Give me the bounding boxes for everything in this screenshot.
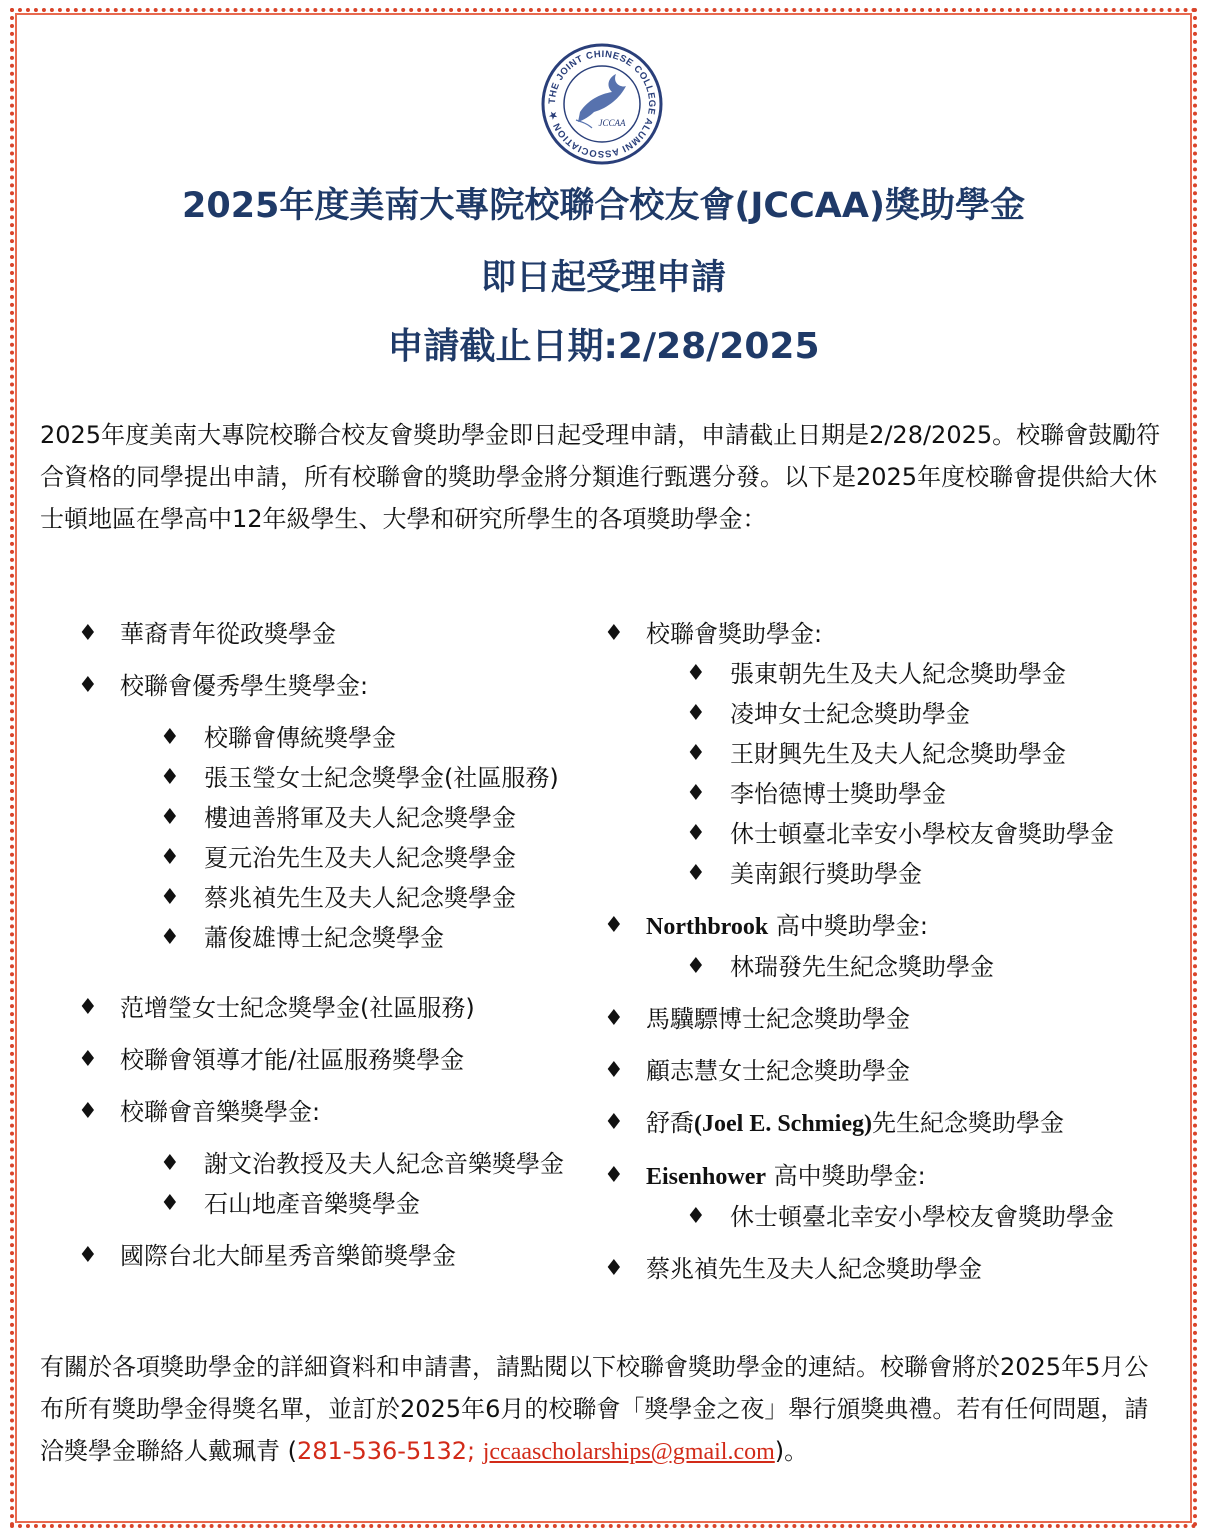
sub-list-item: ♦ 休士頓臺北幸安小學校友會獎助學金: [646, 814, 1184, 854]
sub-list-item: ♦ 樓迪善將軍及夫人紀念獎學金: [120, 798, 578, 838]
list-item: ♦ 華裔青年從政獎學金: [78, 614, 578, 654]
list-item: ♦ 馬驥驃博士紀念獎助學金: [604, 999, 1184, 1039]
diamond-bullet-icon: ♦: [78, 1047, 98, 1072]
sub-list-item: ♦ 林瑞發先生紀念獎助學金: [646, 947, 1184, 987]
logo-star: ★: [547, 109, 561, 121]
sub-list-item: ♦ 謝文治教授及夫人紀念音樂獎學金: [120, 1144, 578, 1184]
diamond-bullet-icon: ♦: [160, 885, 180, 910]
sub-list-item: ♦ 張東朝先生及夫人紀念獎助學金: [646, 654, 1184, 694]
sub-list: [646, 1197, 1184, 1237]
logo-ring-text: THE JOINT CHINESE COLLEGE ALUMNI ASSOCIATION: [546, 48, 658, 160]
sub-list-item: ♦ 夏元治先生及夫人紀念獎學金: [120, 838, 578, 878]
left-scholarship-list: [78, 614, 578, 1276]
diamond-bullet-icon: ♦: [604, 1110, 624, 1135]
diamond-bullet-icon: ♦: [78, 673, 98, 698]
sub-list-item: ♦ 凌坤女士紀念獎助學金: [646, 694, 1184, 734]
footer-text: 有關於各項獎助學金的詳細資料和申請書，請點閱以下校聯會獎助學金的連結。校聯會將於2025年5月公布所有獎助學金得獎名單，並訂於2025年6月的校聯會「獎學金之夜」舉行頒獎典禮。若有任何問題，請洽獎學金聯絡人戴珮青 (: [40, 1353, 1149, 1465]
diamond-bullet-icon: ♦: [160, 805, 180, 830]
sub-list: [120, 718, 578, 958]
sub-list-item: ♦ 李怡德博士獎助學金: [646, 774, 1184, 814]
list-item: ♦ 校聯會音樂獎學金: ♦ 謝文治教授及夫人紀念音樂獎學金 ♦ 石山地產音樂獎學金: [78, 1092, 578, 1224]
list-item: ♦ 顧志慧女士紀念獎助學金: [604, 1051, 1184, 1091]
list-item: ♦ Northbrook 高中獎助學金: ♦ 林瑞發先生紀念獎助學金: [604, 906, 1184, 987]
list-item: ♦ 舒喬(Joel E. Schmieg)先生紀念獎助學金: [604, 1103, 1184, 1144]
deadline-title: 申請截止日期:2/28/2025: [387, 326, 820, 367]
diamond-bullet-icon: ♦: [686, 821, 706, 846]
diamond-bullet-icon: ♦: [686, 741, 706, 766]
diamond-bullet-icon: ♦: [160, 925, 180, 950]
sub-list-item: ♦ 蔡兆禎先生及夫人紀念獎學金: [120, 878, 578, 918]
diamond-bullet-icon: ♦: [604, 1006, 624, 1031]
diamond-bullet-icon: ♦: [160, 725, 180, 750]
diamond-bullet-icon: ♦: [686, 1204, 706, 1229]
subtitle: 即日起受理申請: [480, 258, 726, 298]
diamond-bullet-icon: ♦: [686, 954, 706, 979]
logo-inner-text: JCCAA: [598, 118, 626, 128]
contact-email-link[interactable]: jccaascholarships@gmail.com: [482, 1439, 775, 1465]
diamond-bullet-icon: ♦: [160, 1151, 180, 1176]
diamond-bullet-icon: ♦: [604, 621, 624, 646]
sub-list-item: ♦ 美南銀行獎助學金: [646, 854, 1184, 894]
list-item: ♦ 范增瑩女士紀念獎學金(社區服務): [78, 988, 578, 1028]
list-item: ♦ 國際台北大師星秀音樂節獎學金: [78, 1236, 578, 1276]
sub-list: [646, 654, 1184, 894]
contact-phone: 281-536-5132;: [297, 1437, 476, 1465]
diamond-bullet-icon: ♦: [604, 1256, 624, 1281]
intro-paragraph: 2025年度美南大專院校聯合校友會獎助學金即日起受理申請，申請截止日期是2/28/2025。校聯會鼓勵符合資格的同學提出申請，所有校聯會的獎助學金將分類進行甄選分發。以下是2025年度校聯會提供給大休士頓地區在學高中12年級學生、大學和研究所學生的各項獎助學金：: [40, 421, 1161, 533]
list-item: ♦ 校聯會獎助學金: ♦ 張東朝先生及夫人紀念獎助學金 ♦ 凌坤女士紀念獎助學金 ♦ 王財興先生及夫人紀念獎助學金 ♦ 李怡德博士獎助學金 ♦ 休士頓臺北幸安小學校友會獎助學金 ♦ 美南銀行獎助學金: [604, 614, 1184, 894]
footer-paragraph: [40, 1346, 1170, 1473]
diamond-bullet-icon: ♦: [78, 1099, 98, 1124]
diamond-bullet-icon: ♦: [604, 1163, 624, 1188]
footer-close: )。: [774, 1437, 809, 1465]
list-item: ♦ 校聯會領導才能/社區服務獎學金: [78, 1040, 578, 1080]
sub-list-item: ♦ 蕭俊雄博士紀念獎學金: [120, 918, 578, 958]
list-item: ♦ Eisenhower 高中獎助學金: ♦ 休士頓臺北幸安小學校友會獎助學金: [604, 1156, 1184, 1237]
sub-list: [120, 1144, 578, 1224]
diamond-bullet-icon: ♦: [604, 1058, 624, 1083]
list-item: ♦ 校聯會優秀學生獎學金: ♦ 校聯會傳統獎學金 ♦ 張玉瑩女士紀念獎學金(社區服務) ♦ 樓迪善將軍及夫人紀念獎學金 ♦ 夏元治先生及夫人紀念獎學金 ♦ 蔡兆禎先生及夫人紀念獎學金 ♦ 蕭俊雄博士紀念獎學金: [78, 666, 578, 958]
jccaa-logo: [540, 42, 664, 166]
diamond-bullet-icon: ♦: [686, 701, 706, 726]
right-scholarship-list: [604, 614, 1184, 1289]
sub-list-item: ♦ 王財興先生及夫人紀念獎助學金: [646, 734, 1184, 774]
diamond-bullet-icon: ♦: [78, 1243, 98, 1268]
diamond-bullet-icon: ♦: [160, 765, 180, 790]
list-item: ♦ 蔡兆禎先生及夫人紀念獎助學金: [604, 1249, 1184, 1289]
diamond-bullet-icon: ♦: [160, 1191, 180, 1216]
diamond-bullet-icon: ♦: [604, 913, 624, 938]
diamond-bullet-icon: ♦: [78, 621, 98, 646]
sub-list-item: ♦ 張玉瑩女士紀念獎學金(社區服務): [120, 758, 578, 798]
diamond-bullet-icon: ♦: [686, 861, 706, 886]
diamond-bullet-icon: ♦: [160, 845, 180, 870]
page-title: 2025年度美南大專院校聯合校友會(JCCAA)獎助學金: [182, 186, 1025, 226]
sub-list-item: ♦ 校聯會傳統獎學金: [120, 718, 578, 758]
diamond-bullet-icon: ♦: [686, 781, 706, 806]
sub-list: [646, 947, 1184, 987]
sub-list-item: ♦ 石山地產音樂獎學金: [120, 1184, 578, 1224]
diamond-bullet-icon: ♦: [686, 661, 706, 686]
diamond-bullet-icon: ♦: [78, 995, 98, 1020]
sub-list-item: ♦ 休士頓臺北幸安小學校友會獎助學金: [646, 1197, 1184, 1237]
